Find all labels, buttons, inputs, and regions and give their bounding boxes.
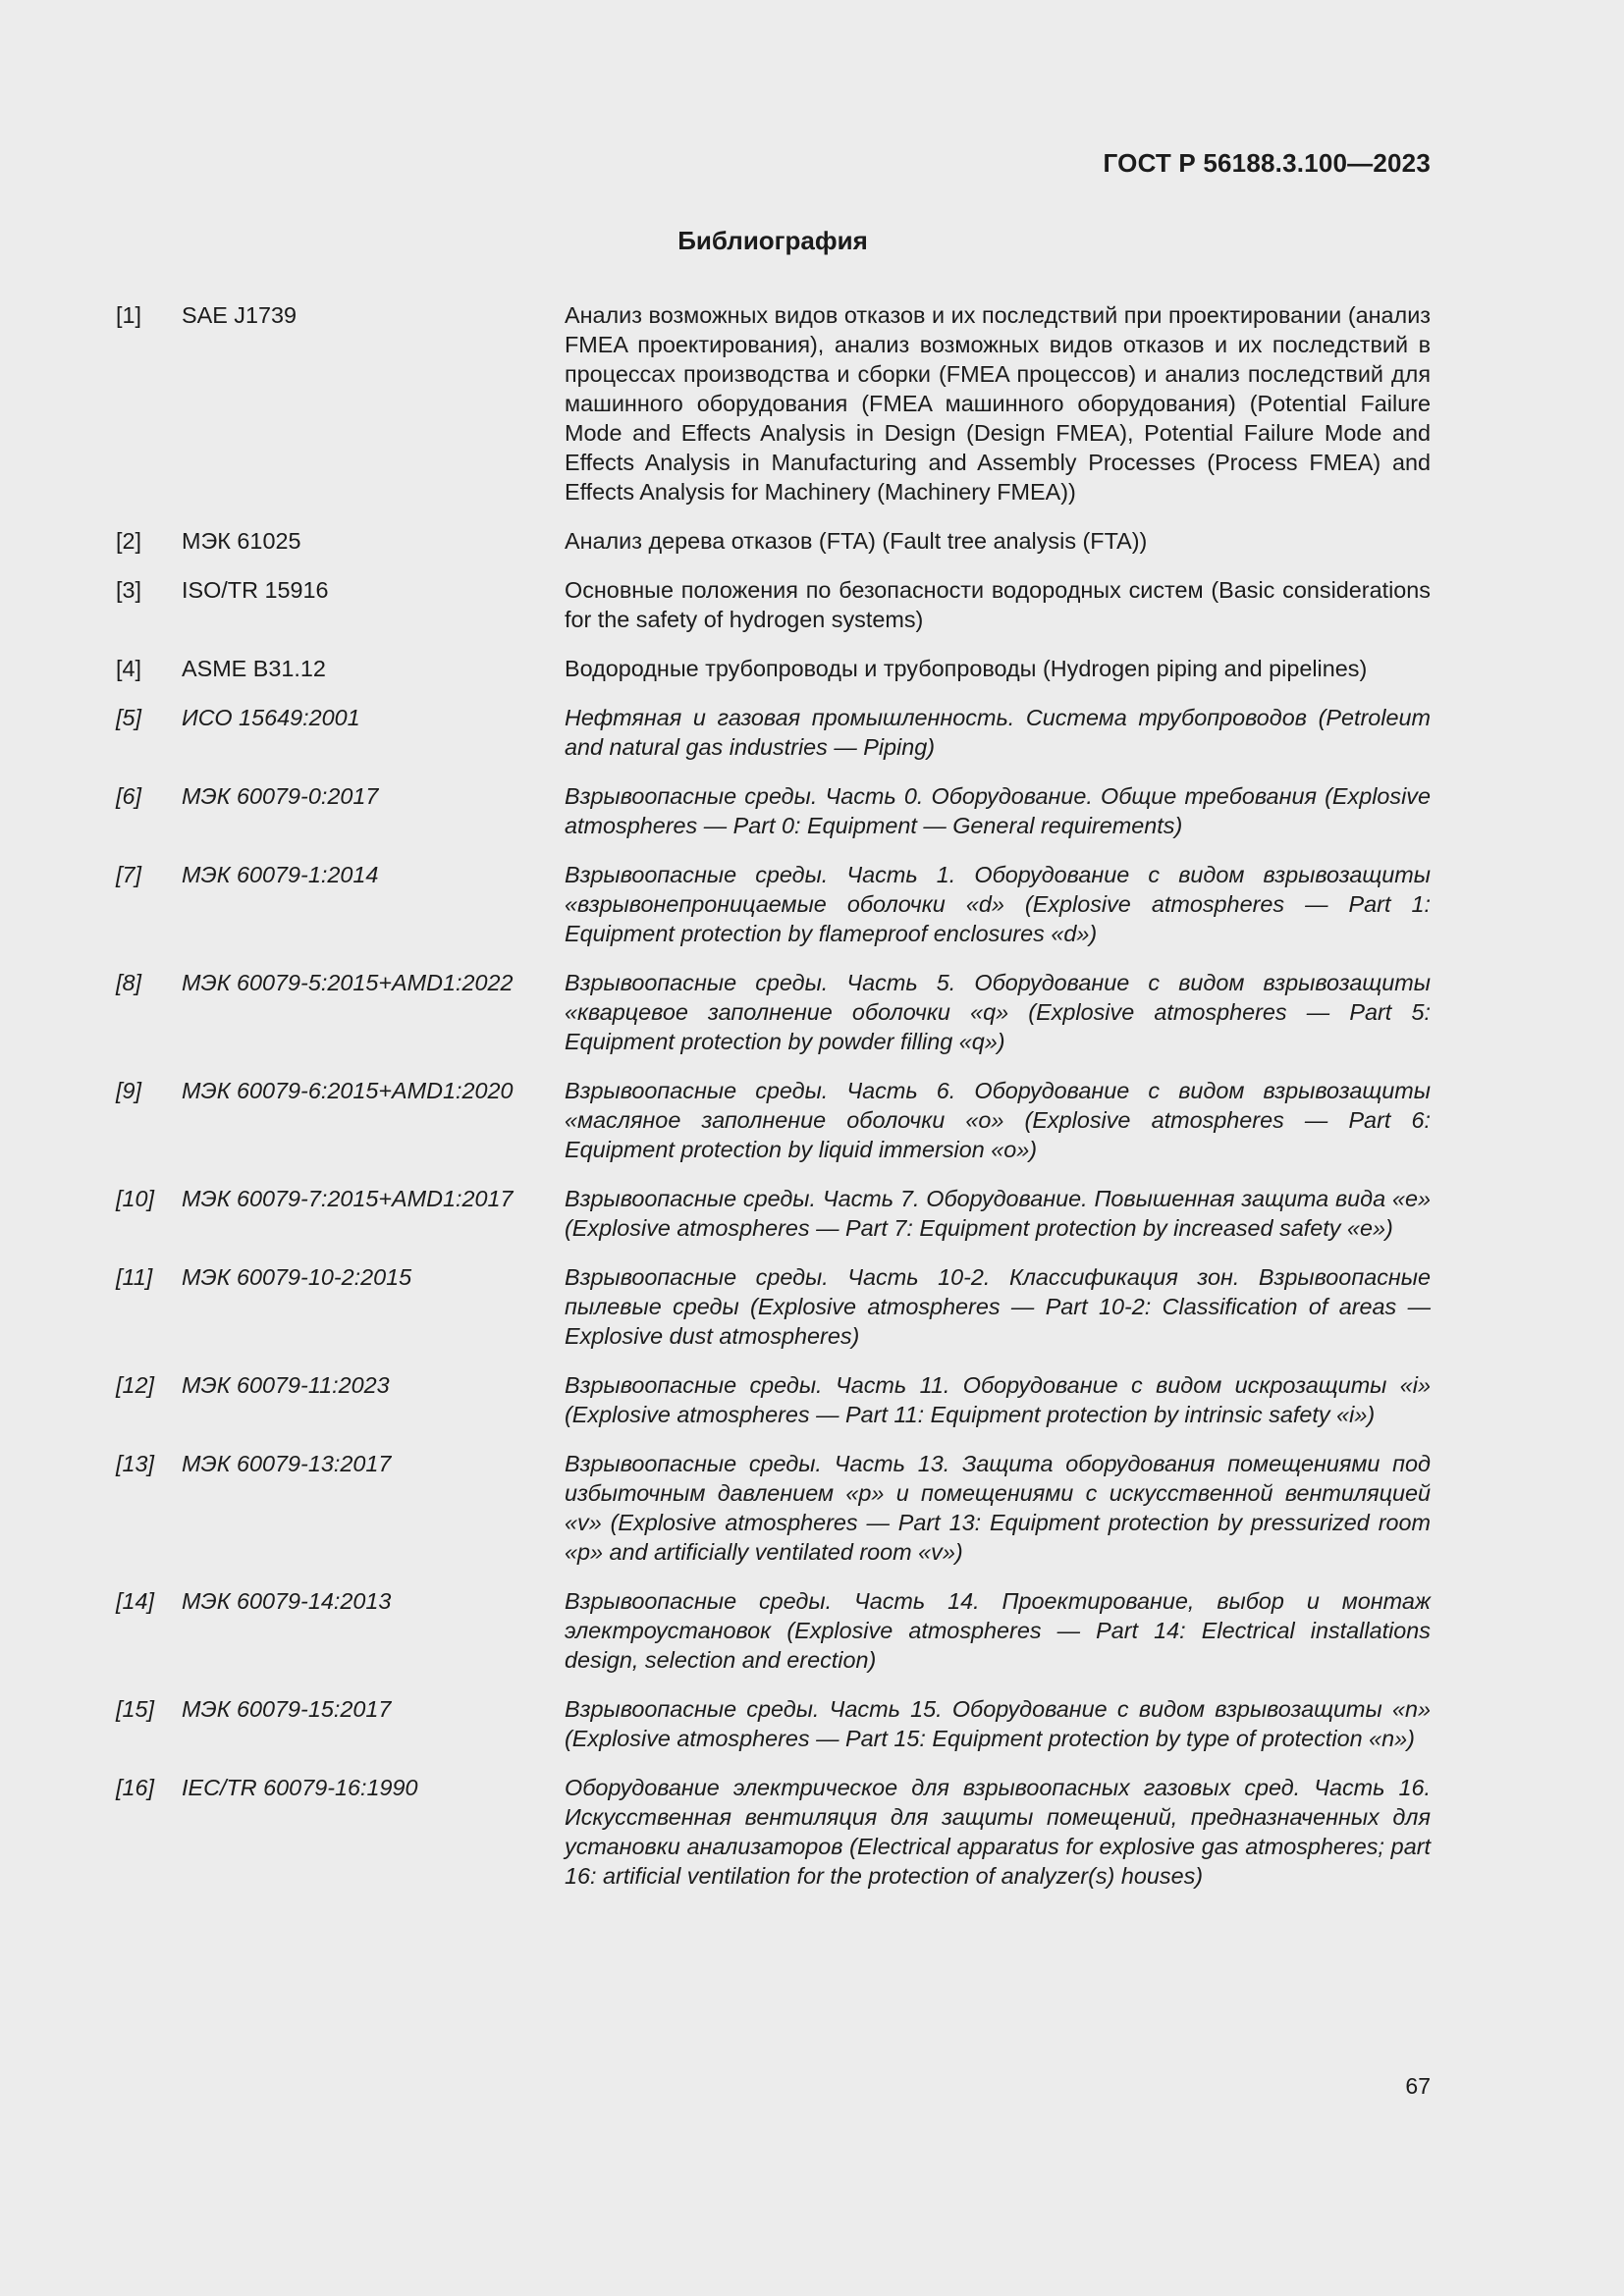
entry-number: [1] (116, 302, 142, 328)
bibliography-entry (116, 1076, 1431, 1164)
entry-number: [10] (116, 1186, 155, 1211)
bibliography-entry (116, 781, 1431, 840)
entry-standard: IEC/TR 60079-16:1990 (182, 1775, 418, 1800)
entry-title: Взрывоопасные среды. Часть 0. Оборудование. Общие требования (Explosive atmospheres — Part 0: Equipment — General requirements) (565, 783, 1431, 838)
document-code: ГОСТ Р 56188.3.100—2023 (1103, 148, 1431, 178)
entry-title: Взрывоопасные среды. Часть 14. Проектирование, выбор и монтаж электроустановок (Explosive atmospheres — Part 14: Electrical installations design, selection and erection) (565, 1588, 1431, 1673)
entry-title: Взрывоопасные среды. Часть 15. Оборудование с видом взрывозащиты «n» (Explosive atmospheres — Part 15: Equipment protection by type of protection «n») (565, 1696, 1431, 1751)
entry-number: [13] (116, 1451, 155, 1476)
entry-standard: МЭК 60079-7:2015+AMD1:2017 (182, 1186, 514, 1211)
bibliography-entry (116, 1586, 1431, 1675)
bibliography-entry (116, 1449, 1431, 1567)
entry-number: [9] (116, 1078, 142, 1103)
bibliography-entry (116, 654, 1431, 683)
bibliography-entry (116, 968, 1431, 1056)
entry-standard: МЭК 60079-11:2023 (182, 1372, 390, 1398)
entry-number: [14] (116, 1588, 155, 1614)
bibliography-entry (116, 860, 1431, 948)
entry-title: Нефтяная и газовая промышленность. Система трубопроводов (Petroleum and natural gas industries — Piping) (565, 705, 1431, 760)
entry-title: Взрывоопасные среды. Часть 13. Защита оборудования помещениями под избыточным давлением «р» и помещениями с искусственной вентиляцией «v» (Explosive atmospheres — Part 13: Equipment protection by pressurized room «p» and artificially ventilated room «v») (565, 1451, 1431, 1565)
entry-standard: МЭК 60079-5:2015+AMD1:2022 (182, 970, 514, 995)
bibliography-entry (116, 1773, 1431, 1891)
entry-standard: МЭК 60079-1:2014 (182, 862, 379, 887)
bibliography-entry (116, 300, 1431, 507)
entry-standard: МЭК 60079-15:2017 (182, 1696, 392, 1722)
entry-title: Взрывоопасные среды. Часть 1. Оборудование с видом взрывозащиты «взрывонепроницаемые оболочки «d» (Explosive atmospheres — Part 1: Equipment protection by flameproof enclosures «d») (565, 862, 1431, 946)
entry-standard: SAE J1739 (182, 302, 298, 328)
entry-title: Оборудование электрическое для взрывоопасных газовых сред. Часть 16. Искусственная вентиляция для защиты помещений, предназначенных для установки анализаторов (Electrical apparatus for explosive gas atmospheres; part 16: artificial ventilation for the protection of analyzer(s) houses) (565, 1775, 1431, 1889)
entry-standard: МЭК 60079-0:2017 (182, 783, 379, 809)
entry-title: Взрывоопасные среды. Часть 5. Оборудование с видом взрывозащиты «кварцевое заполнение оболочки «q» (Explosive atmospheres — Part 5: Equipment protection by powder filling «q») (565, 970, 1431, 1054)
bibliography-entry (116, 575, 1431, 634)
entry-number: [5] (116, 705, 142, 730)
entry-title: Основные положения по безопасности водородных систем (Basic considerations for the safety of hydrogen systems) (565, 577, 1431, 632)
entry-title: Водородные трубопроводы и трубопроводы (Hydrogen piping and pipelines) (565, 656, 1368, 681)
entry-number: [6] (116, 783, 142, 809)
entry-title: Взрывоопасные среды. Часть 7. Оборудование. Повышенная защита вида «е» (Explosive atmospheres — Part 7: Equipment protection by increased safety «e») (565, 1186, 1431, 1241)
entry-standard: ASME B31.12 (182, 656, 326, 681)
entry-standard: МЭК 60079-6:2015+AMD1:2020 (182, 1078, 514, 1103)
entry-number: [3] (116, 577, 142, 603)
bibliography-list (116, 300, 1431, 1910)
entry-number: [2] (116, 528, 142, 554)
entry-title: Анализ возможных видов отказов и их последствий при проектировании (анализ FMEA проектирования), анализ возможных видов отказов и их последствий в процессах производства и сборки (FMEA процессов) и анализ последствий для машинного оборудования (FMEA машинного оборудования) (Potential Failure Mode and Effects Analysis in Design (Design FMEA), Potential Failure Mode and Effects Analysis in Manufacturing and Assembly Processes (Process FMEA) and Effects Analysis for Machinery (Machinery FMEA)) (565, 302, 1431, 505)
bibliography-entry (116, 703, 1431, 762)
bibliography-entry (116, 526, 1431, 556)
entry-standard: МЭК 60079-13:2017 (182, 1451, 392, 1476)
entry-standard: ISO/TR 15916 (182, 577, 329, 603)
entry-title: Анализ дерева отказов (FTA) (Fault tree analysis (FTA)) (565, 528, 1148, 554)
bibliography-entry (116, 1262, 1431, 1351)
entry-standard: ИСО 15649:2001 (182, 705, 360, 730)
entry-number: [12] (116, 1372, 155, 1398)
entry-standard: МЭК 60079-10-2:2015 (182, 1264, 412, 1290)
entry-title: Взрывоопасные среды. Часть 6. Оборудование с видом взрывозащиты «масляное заполнение оболочки «о» (Explosive atmospheres — Part 6: Equipment protection by liquid immersion «o») (565, 1078, 1431, 1162)
entry-number: [8] (116, 970, 142, 995)
entry-number: [15] (116, 1696, 155, 1722)
bibliography-entry (116, 1184, 1431, 1243)
entry-number: [4] (116, 656, 142, 681)
entry-number: [7] (116, 862, 142, 887)
entry-number: [11] (116, 1264, 153, 1290)
bibliography-entry (116, 1370, 1431, 1429)
entry-title: Взрывоопасные среды. Часть 11. Оборудование с видом искрозащиты «i» (Explosive atmospheres — Part 11: Equipment protection by intrinsic safety «i») (565, 1372, 1431, 1427)
section-title: Библиография (677, 226, 868, 255)
bibliography-entry (116, 1694, 1431, 1753)
entry-number: [16] (116, 1775, 155, 1800)
entry-standard: МЭК 60079-14:2013 (182, 1588, 392, 1614)
entry-standard: МЭК 61025 (182, 528, 301, 554)
page-number: 67 (1405, 2073, 1431, 2099)
entry-title: Взрывоопасные среды. Часть 10-2. Классификация зон. Взрывоопасные пылевые среды (Explosive atmospheres — Part 10-2: Classification of areas — Explosive dust atmospheres) (565, 1264, 1431, 1349)
